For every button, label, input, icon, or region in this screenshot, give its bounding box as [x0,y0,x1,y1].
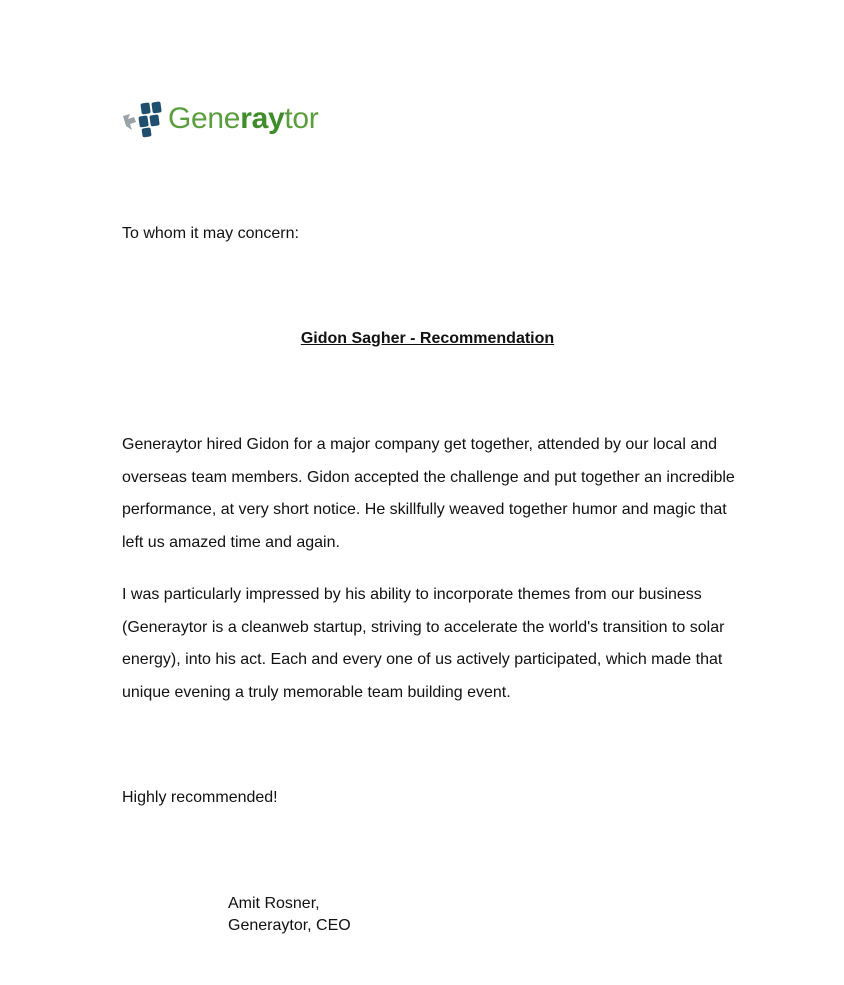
signature-block [228,893,351,937]
signature-title: Generaytor, CEO [228,917,351,934]
letter-title: Gidon Sagher - Recommendation [300,330,555,347]
letter-greeting: To whom it may concern: [122,225,299,242]
letter-paragraph-2: I was particularly impressed by his ability to incorporate themes from our business (Generaytor is a cleanweb startup, striving to accelerate the world's transition to solar energy), into his act. Each and every one of us actively participated, which made that unique evening a truly memorable team building event. [122,586,725,701]
letter-paragraph-1: Generaytor hired Gidon for a major company get together, attended by our local and overseas team members. Gidon accepted the challenge and put together an incredible performance, at very short notice. He skillfully weaved together humor and magic that left us amazed time and again. [122,436,735,551]
signature-name: Amit Rosner, [228,895,320,912]
company-logo [122,100,318,138]
company-logo-wordmark: Generaytor [168,102,319,135]
solar-panel-logo-icon [122,100,166,138]
letter-closing: Highly recommended! [122,789,278,806]
